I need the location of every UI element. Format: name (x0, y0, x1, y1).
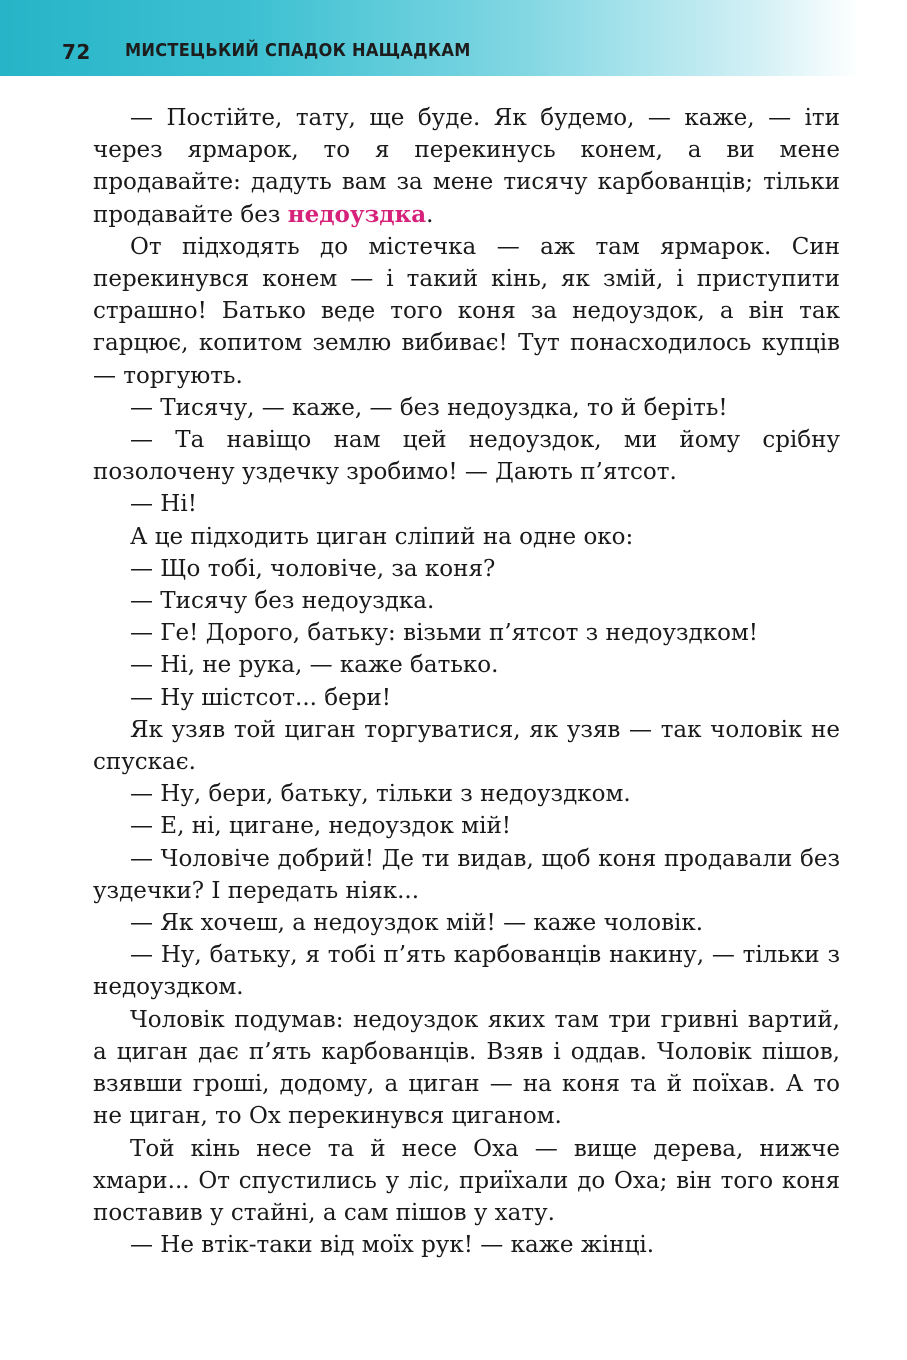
highlighted-term: недоуздка (287, 200, 427, 228)
paragraph: — Чоловіче добрий! Де ти видав, щоб коня продавали без уздечки? І передать ніяк... (93, 845, 840, 904)
paragraph: Як узяв той циган торгуватися, як узяв — так чоловік не спускає. (93, 716, 840, 776)
paragraph: Той кінь несе та й несе Оха — вище дерева, нижче хмари... От спустились у ліс, приїхали до Оха; він того коня поставив у стайні, а сам пішов у хату. (93, 1135, 840, 1226)
paragraph: — Та навіщо нам цей недоуздок, ми йому срібну позолочену уздечку зробимо! — Дають п’ятсот. (93, 427, 840, 486)
paragraph: — Е, ні, цигане, недоуздок мій! (130, 813, 512, 840)
paragraph: — Постійте, тату, ще буде. Як будемо, — каже, — іти через ярмарок, то я перекинусь конем, а ви мене продавайте: дадуть вам за мене тисячу карбованців; тільки продавайте без недоуздка. (93, 105, 840, 228)
page-number: 72 (62, 40, 91, 64)
paragraph: — Тисячу, — каже, — без недоуздка, то й беріть! (130, 394, 728, 421)
paragraph: Чоловік подумав: недоуздок яких там три гривні вартий, а циган дає п’ять карбованців. Взяв і оддав. Чоловік пішов, взявши гроші, додому, а циган — на коня та й поїхав. А то не циган, то Ох перекинувся циганом. (93, 1006, 840, 1130)
paragraph: — Ні, не рука, — каже батько. (130, 652, 499, 679)
paragraph: А це підходить циган сліпий на одне око: (130, 523, 634, 550)
paragraph: — Тисячу без недоуздка. (130, 588, 435, 615)
paragraph: — Ні! (130, 491, 197, 518)
paragraph: — Ну шістсот... бери! (130, 684, 392, 711)
paragraph: — Ну, бери, батьку, тільки з недоуздком. (130, 781, 631, 808)
paragraph: — Як хочеш, а недоуздок мій! — каже чоловік. (130, 910, 704, 937)
body-text (93, 102, 840, 1261)
paragraph: — Не втік-таки від моїх рук! — каже жінці. (130, 1232, 655, 1259)
paragraph: — Ге! Дорого, батьку: візьми п’ятсот з недоуздком! (130, 620, 759, 647)
paragraph: — Що тобі, чоловіче, за коня? (130, 555, 496, 582)
header-band (0, 0, 860, 76)
paragraph: От підходять до містечка — аж там ярмарок. Син перекинувся конем — і такий кінь, як змій, і приступити страшно! Батько веде того коня за недоуздок, а він так гарцює, копитом землю вибиває! Тут понасходилось купців — торгують. (93, 233, 840, 389)
paragraph: — Ну, батьку, я тобі п’ять карбованців накину, — тільки з недоуздком. (93, 942, 840, 1001)
section-title: МИСТЕЦЬКИЙ СПАДОК НАЩАДКАМ (125, 40, 471, 61)
